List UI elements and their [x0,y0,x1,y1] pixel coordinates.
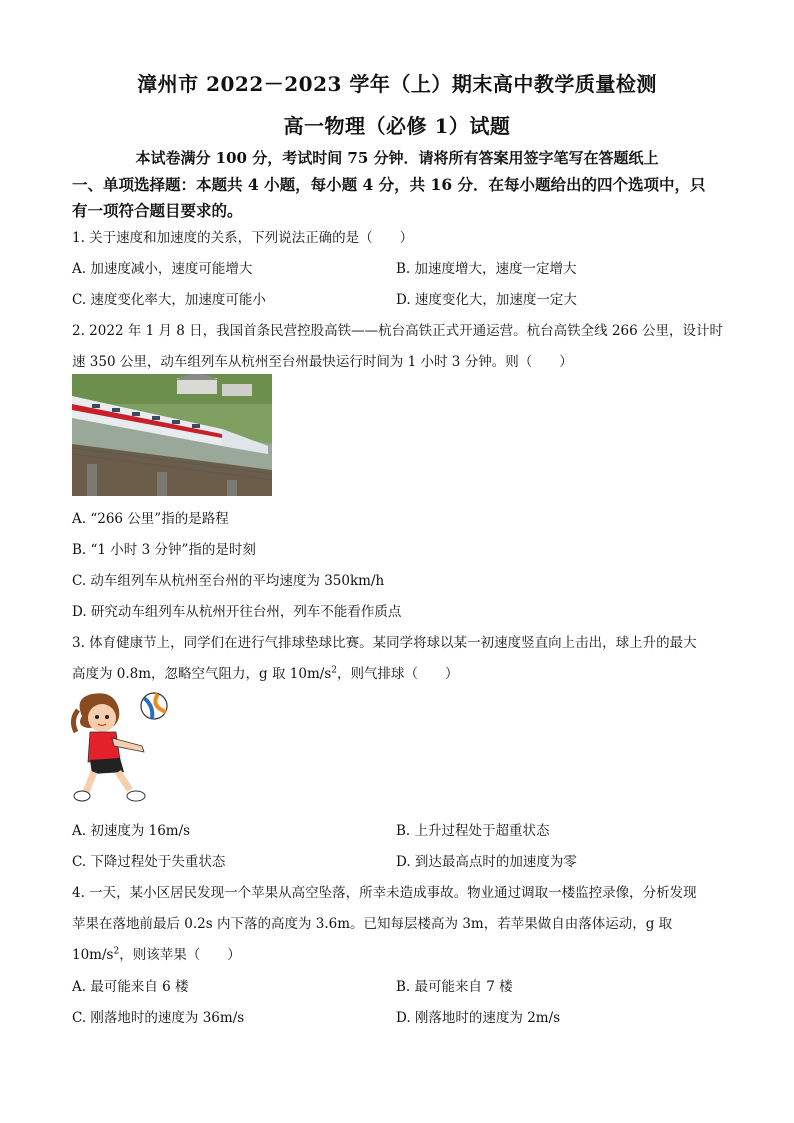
q2-stem-line-1: 2. 2022 年 1 月 8 日，我国首条民营控股高铁——杭台高铁正式开通运营。杭台高铁全线 266 公里，设计时 [72,323,724,339]
q4-option-a: A. 最可能来自 6 楼 [72,979,189,995]
exam-title: 漳州市 2022－2023 学年（上）期末高中教学质量检测 [137,72,657,96]
q2-option-a: A. “266 公里”指的是路程 [72,511,229,527]
q1-option-b: B. 加速度增大，速度一定增大 [396,261,577,277]
exam-subtitle: 高一物理（必修 1）试题 [283,114,511,138]
q1-option-d: D. 速度变化大，加速度一定大 [396,292,577,308]
q2-option-d: D. 研究动车组列车从杭州开往台州，列车不能看作质点 [72,604,402,620]
q2-stem-line-2: 速 350 公里，动车组列车从杭州至台州最快运行时间为 1 小时 3 分钟。则（ ） [72,354,573,370]
q2-option-c: C. 动车组列车从杭州至台州的平均速度为 350km/h [72,573,385,589]
q3-option-d: D. 到达最高点时的加速度为零 [396,854,577,870]
q3-stem-line-2-tail: ，则气排球（ ） [336,666,459,682]
q4-stem-line-2: 苹果在落地前最后 0.2s 内下落的高度为 3.6m。已知每层楼高为 3m，若苹果做自由落体运动，g 取 [72,916,673,932]
section-heading [72,172,722,224]
q4-stem-line-3-text: 10m/s [72,947,114,963]
q3-stem-line-2 [72,662,458,682]
q3-option-b: B. 上升过程处于超重状态 [396,823,550,839]
q4-option-b: B. 最可能来自 7 楼 [396,979,513,995]
q1-option-a: A. 加速度减小，速度可能增大 [72,261,253,277]
q4-stem-line-3-tail: ，则该苹果（ ） [119,947,241,963]
q4-stem-line-1: 4. 一天，某小区居民发现一个苹果从高空坠落，所幸未造成事故。物业通过调取一楼监控录像，分析发现 [72,885,697,901]
q3-option-a: A. 初速度为 16m/s [72,823,191,839]
q4-option-c: C. 刚落地时的速度为 36m/s [72,1010,245,1026]
q3-option-c: C. 下降过程处于失重状态 [72,854,226,870]
q3-stem-line-2-text: 高度为 0.8m，忽略空气阻力，g 取 10m/s [72,666,332,682]
q3-stem-line-1: 3. 体育健康节上，同学们在进行气排球垫球比赛。某同学将球以某一初速度竖直向上击出，球上升的最大 [72,635,697,651]
exam-instructions: 本试卷满分 100 分，考试时间 75 分钟．请将所有答案用签字笔写在答题纸上 [135,149,659,167]
q4-option-d: D. 刚落地时的速度为 2m/s [396,1010,561,1026]
q2-option-b: B. “1 小时 3 分钟”指的是时刻 [72,542,256,558]
q1-option-c: C. 速度变化率大，加速度可能小 [72,292,266,308]
q1-stem: 1. 关于速度和加速度的关系，下列说法正确的是（ ） [72,230,414,246]
high-speed-train-photo [72,374,272,496]
section-heading-line-1: 一、单项选择题：本题共 4 小题，每小题 4 分，共 16 分．在每小题给出的四个选项中，只 [72,175,706,194]
q4-stem-line-3 [72,943,241,963]
q3-stem-superscript: 2 [331,665,337,676]
section-heading-line-2: 有一项符合题目要求的。 [72,201,243,220]
volleyball-girl-illustration [68,688,178,808]
q4-stem-superscript: 2 [113,946,120,957]
